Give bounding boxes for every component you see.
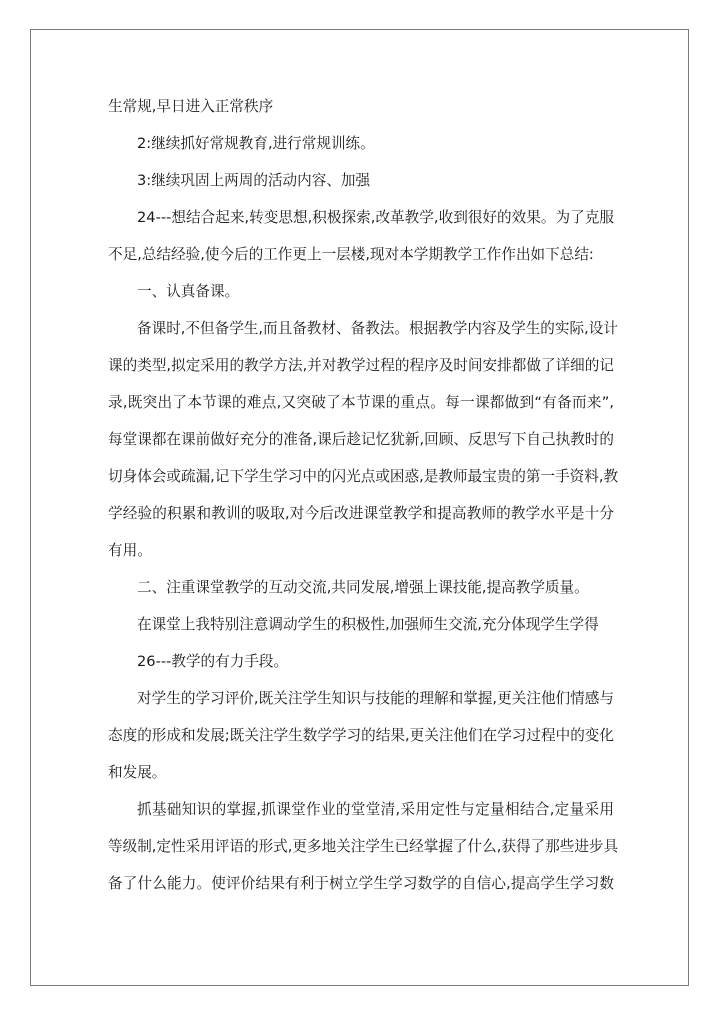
text-line: 备课时,不但备学生,而且备教材、备教法。根据教学内容及学生的实际,设计 <box>137 320 618 337</box>
section-heading: 一、认真备课。 <box>137 283 240 300</box>
text-line: 等级制,定性采用评语的形式,更多地关注学生已经掌握了什么,获得了那些进步具 <box>108 838 619 855</box>
text-line: 态度的形成和发展;既关注学生数学学习的结果,更关注他们在学习过程中的变化 <box>108 727 614 744</box>
text-line: 在课堂上我特别注意调动学生的积极性,加强师生交流,充分体现学生学得 <box>137 616 599 633</box>
text-line: 生常规,早日进入正常秩序 <box>108 98 274 115</box>
text-line: 切身体会或疏漏,记下学生学习中的闪光点或困惑,是教师最宝贵的第一手资料,教 <box>108 468 619 485</box>
section-heading: 二、注重课堂教学的互动交流,共同发展,增强上课技能,提高教学质量。 <box>137 579 589 596</box>
text-line: 26---教学的有力手段。 <box>137 653 289 670</box>
text-line: 2:继续抓好常规教育,进行常规训练。 <box>137 135 375 152</box>
text-line: 每堂课都在课前做好充分的准备,课后趁记忆犹新,回顾、反思写下自己执教时的 <box>108 431 614 448</box>
text-line: 24---想结合起来,转变思想,积极探索,改革教学,收到很好的效果。为了克服 <box>137 209 614 226</box>
text-line: 不足,总结经验,使今后的工作更上一层楼,现对本学期教学工作作出如下总结: <box>108 246 594 263</box>
text-line: 备了什么能力。使评价结果有利于树立学生学习数学的自信心,提高学生学习数 <box>108 875 614 892</box>
text-line: 和发展。 <box>108 764 167 781</box>
document-body <box>108 92 619 906</box>
text-line: 3:继续巩固上两周的活动内容、加强 <box>137 172 371 189</box>
text-line: 抓基础知识的掌握,抓课堂作业的堂堂清,采用定性与定量相结合,定量采用 <box>137 801 614 818</box>
text-line: 课的类型,拟定采用的教学方法,并对教学过程的程序及时间安排都做了详细的记 <box>108 357 614 374</box>
text-line: 学经验的积累和教训的吸取,对今后改进课堂教学和提高教师的教学水平是十分 <box>108 505 614 522</box>
text-line: 对学生的学习评价,既关注学生知识与技能的理解和掌握,更关注他们情感与 <box>137 690 614 707</box>
text-line: 录,既突出了本节课的难点,又突破了本节课的重点。每一课都做到“有备而来”, <box>108 394 614 411</box>
text-line: 有用。 <box>108 542 152 559</box>
